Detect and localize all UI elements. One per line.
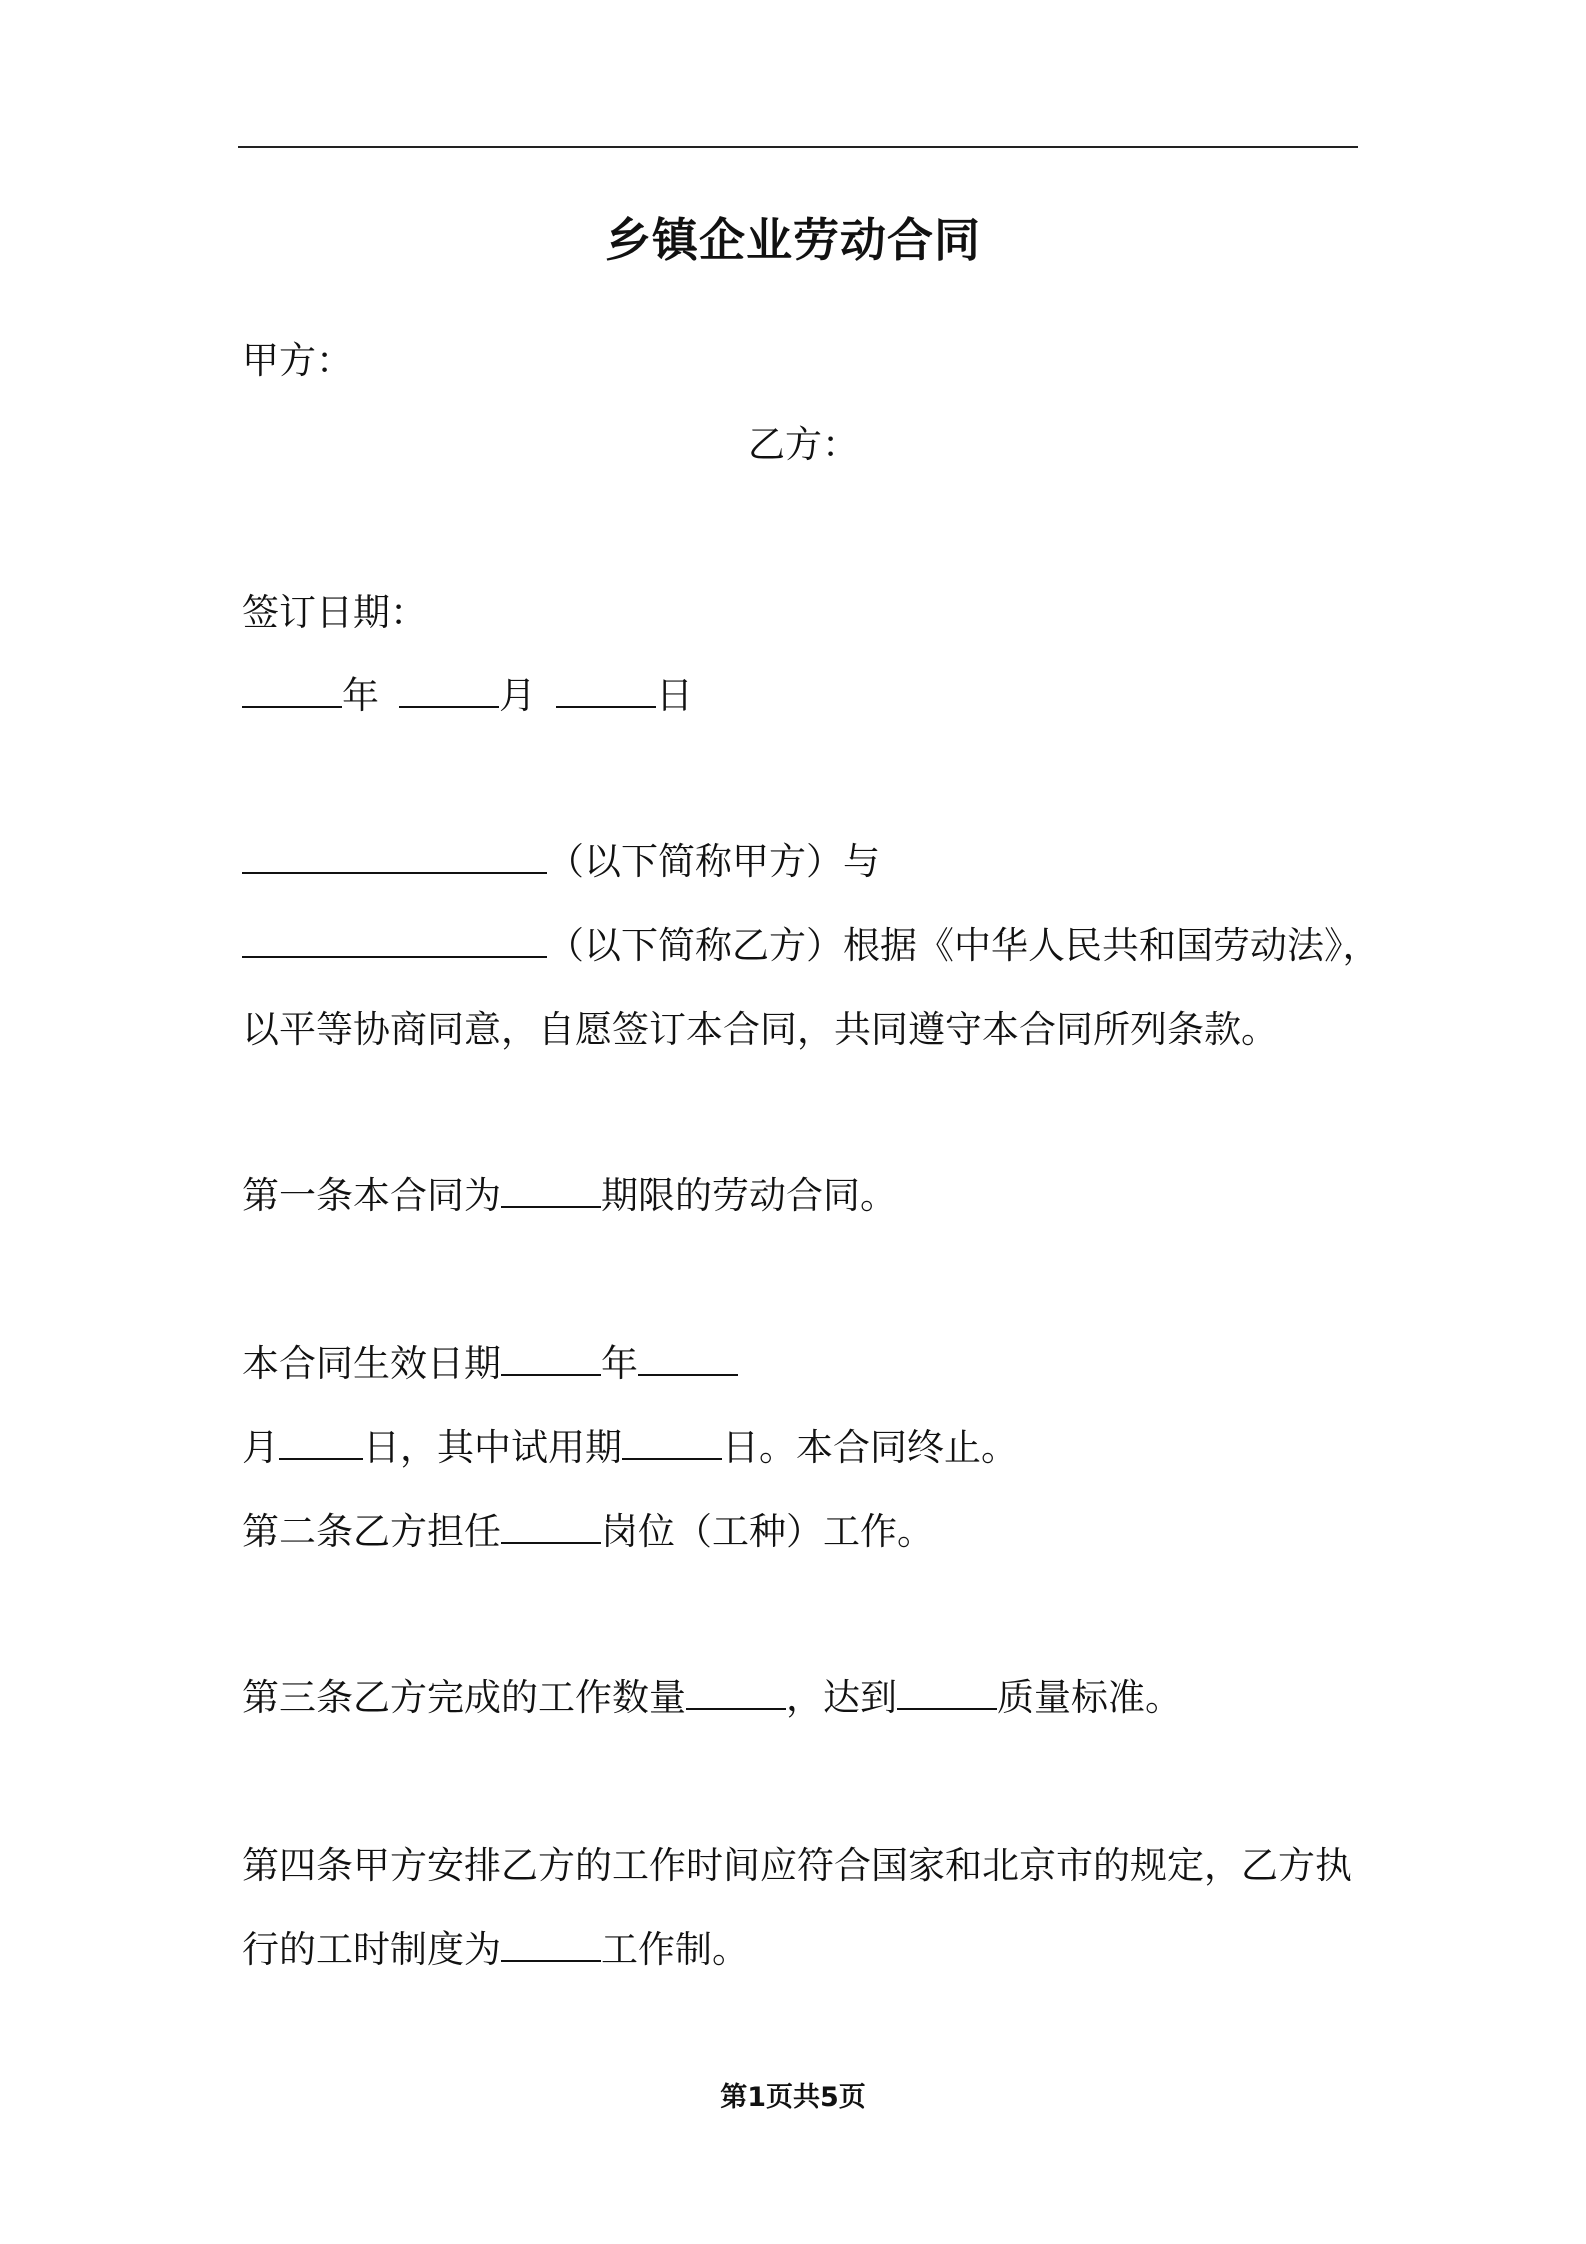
day-label: 日	[656, 674, 693, 717]
probation-days-blank[interactable]	[622, 1422, 722, 1460]
article-2-suffix: 岗位（工种）工作。	[601, 1510, 934, 1553]
article-3-suffix: 质量标准。	[997, 1676, 1182, 1719]
work-quantity-blank[interactable]	[686, 1672, 786, 1710]
intro-line-1	[242, 834, 880, 890]
header-rule	[238, 146, 1358, 148]
intro-line-1-text: （以下简称甲方）与	[547, 840, 880, 883]
article-2-prefix: 第二条乙方担任	[242, 1510, 501, 1553]
effective-day-blank[interactable]	[279, 1422, 363, 1460]
sign-date-line	[242, 668, 693, 724]
intro-line-2	[242, 918, 1380, 974]
article-1	[242, 1168, 897, 1224]
article-3	[242, 1670, 1182, 1726]
intro-line-2-text: （以下简称乙方）根据《中华人民共和国劳动法》，	[547, 924, 1380, 967]
effective-month-label: 月	[242, 1426, 279, 1469]
intro-line-3: 以平等协商同意，自愿签订本合同，共同遵守本合同所列条款。	[242, 1008, 1278, 1051]
effective-date-line-1	[242, 1336, 738, 1392]
party-b-name-blank[interactable]	[242, 920, 547, 958]
year-label: 年	[342, 674, 379, 717]
party-b-label: 乙方：	[748, 423, 859, 466]
article-4-line-2	[242, 1922, 749, 1978]
effective-month-blank[interactable]	[638, 1338, 738, 1376]
effective-year-label: 年	[601, 1342, 638, 1385]
day-blank[interactable]	[556, 670, 656, 708]
article-1-suffix: 期限的劳动合同。	[601, 1174, 897, 1217]
effective-date-line-2	[242, 1420, 1018, 1476]
month-blank[interactable]	[399, 670, 499, 708]
position-blank[interactable]	[501, 1506, 601, 1544]
article-4-line-1: 第四条甲方安排乙方的工作时间应符合国家和北京市的规定，乙方执	[242, 1844, 1352, 1887]
party-a-name-blank[interactable]	[242, 836, 547, 874]
article-1-prefix: 第一条本合同为	[242, 1174, 501, 1217]
article-3-mid: ，达到	[786, 1676, 897, 1719]
quality-standard-blank[interactable]	[897, 1672, 997, 1710]
sign-date-label: 签订日期：	[242, 591, 427, 634]
year-blank[interactable]	[242, 670, 342, 708]
party-a-label: 甲方：	[242, 339, 353, 382]
article-4-prefix: 行的工时制度为	[242, 1928, 501, 1971]
probation-text: 日，其中试用期	[363, 1426, 622, 1469]
month-label: 月	[499, 674, 536, 717]
termination-text: 日。本合同终止。	[722, 1426, 1018, 1469]
contract-term-blank[interactable]	[501, 1170, 601, 1208]
work-hours-system-blank[interactable]	[501, 1924, 601, 1962]
document-title: 乡镇企业劳动合同	[605, 213, 981, 267]
article-2	[242, 1504, 934, 1560]
page-indicator: 第1页共5页	[720, 2082, 866, 2113]
effective-year-blank[interactable]	[501, 1338, 601, 1376]
article-4-suffix: 工作制。	[601, 1928, 749, 1971]
effective-date-prefix: 本合同生效日期	[242, 1342, 501, 1385]
article-3-prefix: 第三条乙方完成的工作数量	[242, 1676, 686, 1719]
